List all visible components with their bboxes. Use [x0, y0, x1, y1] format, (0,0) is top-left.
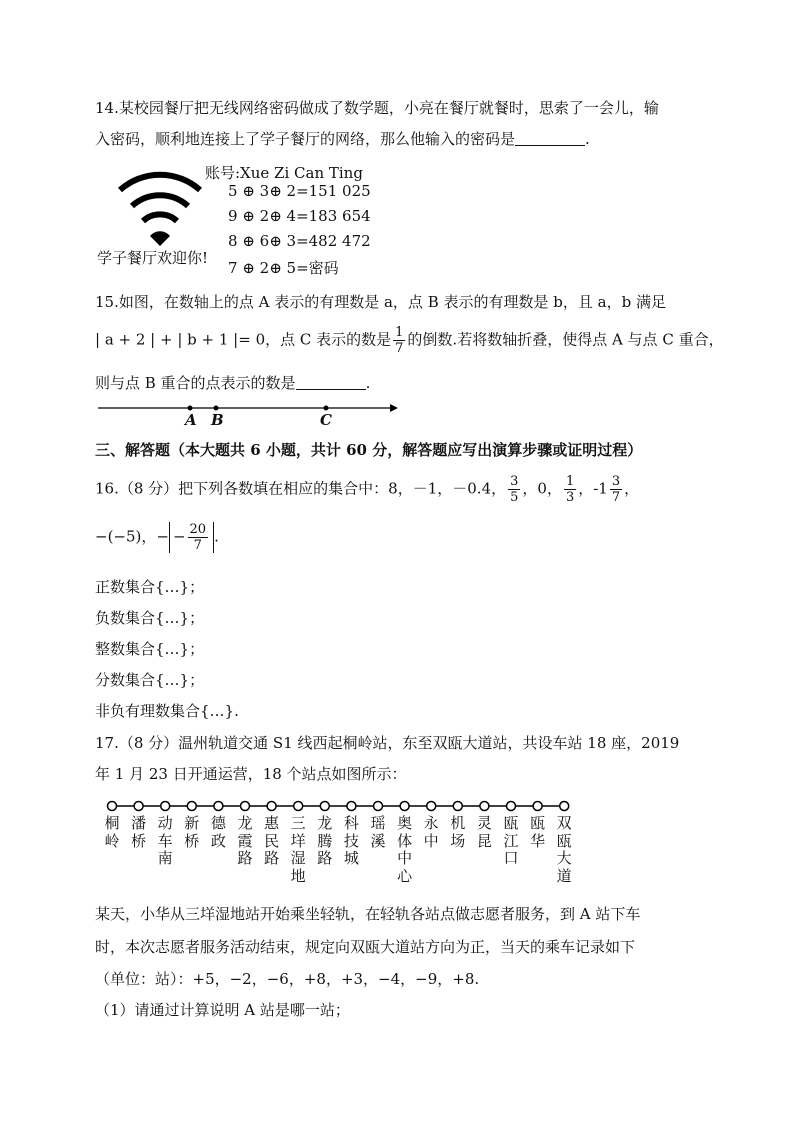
station-dot: [560, 802, 569, 811]
q15-line3-end: .: [365, 374, 371, 392]
station-label: 双瓯大道: [556, 814, 572, 885]
q15-answer-blank: [296, 375, 366, 390]
station-dot: [480, 802, 489, 811]
q16-sep3: ，: [624, 479, 640, 498]
q16-sep2: ，-1: [578, 479, 608, 498]
label-a: A: [185, 411, 197, 429]
metro-line-diagram: [100, 798, 575, 814]
station-label: 龙腾路: [317, 814, 333, 867]
station-label: 瓯华: [530, 814, 546, 850]
q16-line1: [95, 474, 639, 505]
q16-line2-a: −(−5)，−: [95, 527, 169, 546]
wifi-equation-3: 8 ⊕ 6⊕ 3=482 472: [228, 232, 371, 250]
station-dot: [294, 802, 303, 811]
station-label: 奥体中心: [397, 814, 413, 885]
q16-frac-1: [508, 474, 520, 505]
q17-paragraph-1: 某天，小华从三垟湿地站开始乘坐轻轨，在轻轨各站点做志愿者服务，到 A 站下车: [95, 905, 641, 923]
q16-set-fraction: 分数集合{…}；: [95, 671, 205, 689]
station-label: 新桥: [184, 814, 200, 850]
q16-frac-2-den: 3: [565, 490, 575, 505]
point-a: [188, 406, 193, 411]
station-dot: [400, 802, 409, 811]
q17-line2: 年 1 月 23 日开通运营，18 个站点如图所示：: [95, 765, 407, 783]
q16-set-negative: 负数集合{…}；: [95, 609, 205, 627]
point-b: [214, 406, 219, 411]
section-3-heading: 三、解答题（本大题共 6 小题，共计 60 分，解答题应写出演算步骤或证明过程）: [95, 441, 643, 459]
q14-line2-end: .: [585, 130, 590, 148]
station-dot: [507, 802, 516, 811]
q16-frac-1-num: 3: [510, 474, 519, 489]
q15-line2-b: 的倒数.若将数轴折叠，使得点 A 与点 C 重合，: [407, 330, 724, 349]
q15-fraction: [393, 325, 405, 356]
station-dot: [108, 802, 117, 811]
q15-line1: 15.如图，在数轴上的点 A 表示的有理数是 a，点 B 表示的有理数是 b，且 a，b 满足: [95, 293, 666, 311]
wifi-equation-1: 5 ⊕ 3⊕ 2=151 025: [228, 182, 371, 200]
station-dot: [267, 802, 276, 811]
wifi-welcome: 学子餐厅欢迎你!: [97, 249, 209, 267]
q15-line2-a: | a + 2 | + | b + 1 |= 0，点 C 表示的数是: [95, 330, 392, 349]
wifi-equation-4: 7 ⊕ 2⊕ 5=密码: [228, 259, 339, 277]
station-dot: [187, 802, 196, 811]
number-line: [95, 398, 405, 428]
station-label: 瑶溪: [370, 814, 386, 850]
q15-frac-num: 1: [395, 325, 404, 340]
q16-intro: 16.（8 分）把下列各数填在相应的集合中：8，－1，－0.4，: [95, 479, 507, 498]
q17-paragraph-2: 时，本次志愿者服务活动结束，规定向双瓯大道站方向为正，当天的乘车记录如下: [95, 938, 636, 956]
station-label: 永中: [423, 814, 439, 850]
q17-subquestion-1: （1）请通过计算说明 A 站是哪一站；: [95, 1001, 350, 1019]
station-label: 三垟湿地: [290, 814, 306, 885]
station-dot: [374, 802, 383, 811]
q15-frac-den: 7: [395, 341, 404, 356]
q14-line2: [95, 128, 590, 149]
q16-frac-1-den: 5: [510, 490, 519, 505]
station-label: 德政: [210, 814, 226, 850]
wifi-account: 账号:Xue Zi Can Ting: [205, 164, 363, 182]
q16-abs-sign: −: [172, 527, 186, 546]
q16-abs-value: [169, 522, 214, 553]
q15-line3: [95, 372, 370, 393]
wifi-icon: [110, 168, 210, 258]
q16-line2-end: .: [214, 527, 219, 546]
q16-frac-4-num: 20: [189, 522, 207, 537]
station-label: 灵昆: [476, 814, 492, 850]
station-label: 瓯江口: [503, 814, 519, 867]
q16-frac-2: [564, 474, 576, 505]
station-dot: [214, 802, 223, 811]
station-label: 惠民路: [264, 814, 280, 867]
wifi-equation-2: 9 ⊕ 2⊕ 4=183 654: [228, 207, 371, 225]
q14-line1: 14.某校园餐厅把无线网络密码做成了数学题，小亮在餐厅就餐时，思索了一会儿，输: [95, 99, 659, 117]
label-b: B: [211, 411, 224, 429]
q16-line2: [95, 522, 219, 553]
q16-set-nonnegative: 非负有理数集合{…}.: [95, 702, 239, 720]
station-dot: [320, 802, 329, 811]
q16-sep1: ，0，: [522, 479, 562, 498]
q17-line1: 17.（8 分）温州轨道交通 S1 线西起桐岭站，东至双瓯大道站，共设车站 18 座，2019: [95, 734, 680, 752]
station-dot: [161, 802, 170, 811]
point-c: [324, 406, 329, 411]
q16-frac-3: [610, 474, 622, 505]
station-label: 龙霞路: [237, 814, 253, 867]
station-dot: [453, 802, 462, 811]
q17-paragraph-3: （单位：站）：+5，−2，−6，+8，+3，−4，−9，+8.: [95, 970, 480, 988]
station-label: 潘桥: [131, 814, 147, 850]
q16-frac-3-num: 3: [611, 474, 621, 489]
q14-line2-text: 入密码，顺利地连接上了学子餐厅的网络，那么他输入的密码是: [95, 130, 516, 148]
station-label: 科技城: [343, 814, 359, 867]
q15-line2: [95, 325, 724, 356]
station-dot: [241, 802, 250, 811]
station-dot: [533, 802, 542, 811]
station-label: 机场: [450, 814, 466, 850]
q14-answer-blank: [515, 131, 585, 146]
station-dot: [427, 802, 436, 811]
q16-frac-2-num: 1: [565, 474, 575, 489]
station-dot: [347, 802, 356, 811]
q15-line3-text: 则与点 B 重合的点表示的数是: [95, 374, 296, 392]
q16-frac-4: [188, 522, 209, 553]
q16-set-positive: 正数集合{…}；: [95, 578, 205, 596]
station-dot: [134, 802, 143, 811]
q16-set-integer: 整数集合{…}；: [95, 640, 205, 658]
station-label: 动车南: [157, 814, 173, 867]
q16-frac-3-den: 7: [611, 490, 621, 505]
label-c: C: [320, 411, 332, 429]
q16-frac-4-den: 7: [193, 538, 202, 553]
station-label: 桐岭: [104, 814, 120, 850]
